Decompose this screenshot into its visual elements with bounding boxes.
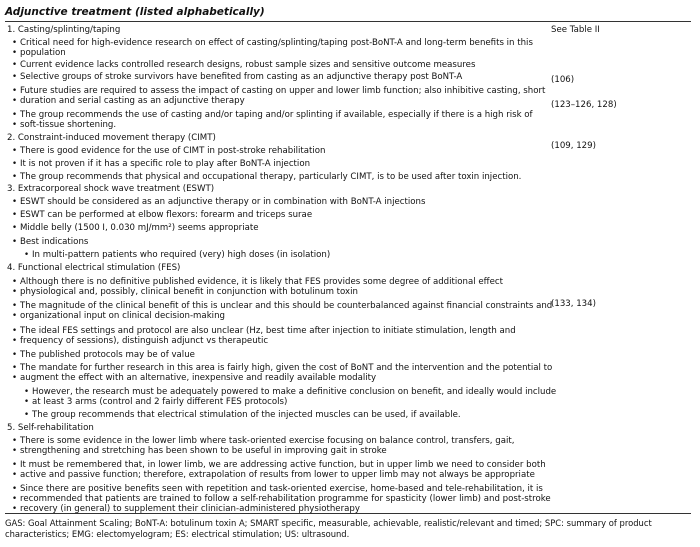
list-item: • Since there are positive benefits seen with repetition and task-oriented exercise, home-based and tele-rehabilitation, it is bbox=[20, 484, 543, 495]
list-item: • The mandate for further research in this area is fairly high, given the cost of BoNT and the intervention and the potential to bbox=[20, 363, 552, 374]
list-item: • ESWT should be considered as an adjunctive therapy or in combination with BoNT-A injections bbox=[20, 197, 425, 208]
list-item: • Future studies are required to assess the impact of casting on upper and lower limb function; also inhibitive casting, short bbox=[20, 86, 545, 97]
list-item-continued: • augment the effect with an alternative, inexpensive and readily available modality bbox=[20, 373, 376, 384]
list-item-continued: • frequency of sessions), distinguish adjunct vs therapeutic bbox=[20, 336, 268, 347]
section-heading-self-rehab: 5. Self-rehabilitation bbox=[7, 423, 94, 433]
list-item-continued: • duration and serial casting as an adjunctive therapy bbox=[20, 96, 245, 107]
list-item-continued: • recommended that patients are trained to follow a self-rehabilitation programme for spasticity (lower limb) and post-stroke bbox=[20, 494, 551, 505]
list-item-continued: • recovery (in general) to supplement their clinician-administered physiotherapy bbox=[20, 504, 360, 515]
top-rule bbox=[5, 21, 691, 22]
sub-list-item: • However, the research must be adequately powered to make a definitive conclusion on benefit, and ideally would include bbox=[32, 387, 556, 398]
list-item: • The ideal FES settings and protocol are also unclear (Hz, best time after injection to initiate stimulation, length and bbox=[20, 326, 516, 337]
list-item: • There is some evidence in the lower limb where task-oriented exercise focusing on balance control, transfers, gait, bbox=[20, 436, 514, 447]
list-item-continued: • strengthening and stretching has been shown to be useful in improving gait in stroke bbox=[20, 446, 387, 457]
list-item: • Middle belly (1500 I, 0.030 mJ/mm²) seems appropriate bbox=[20, 223, 259, 234]
table-section-header: Adjunctive treatment (listed alphabetically) bbox=[5, 6, 265, 18]
section-heading-casting: 1. Casting/splinting/taping bbox=[7, 25, 121, 35]
list-item-continued: • active and passive function; therefore, extrapolation of results from lower to upper limb may not always be appropriate bbox=[20, 470, 535, 481]
item-ref: (123–126, 128) bbox=[551, 100, 617, 110]
list-item-continued: • soft-tissue shortening. bbox=[20, 120, 116, 131]
list-item: • Critical need for high-evidence research on effect of casting/splinting/taping post-BoNT-A and long-term benefits in this bbox=[20, 38, 533, 49]
list-item-continued: • organizational input on clinical decision-making bbox=[20, 311, 225, 322]
list-item: • Although there is no definitive published evidence, it is likely that FES provides some degree of additional effect bbox=[20, 277, 503, 288]
section-heading-eswt: 3. Extracorporeal shock wave treatment (ESWT) bbox=[7, 184, 215, 194]
list-item: • The group recommends that physical and occupational therapy, particularly CIMT, is to be used after toxin injection. bbox=[20, 172, 521, 183]
sub-list-item-continued: • at least 3 arms (control and 2 fairly different FES protocols) bbox=[32, 397, 287, 408]
section-ref-casting: See Table II bbox=[551, 25, 600, 35]
list-item: • ESWT can be performed at elbow flexors: forearm and triceps surae bbox=[20, 210, 312, 221]
sub-list-item: • The group recommends that electrical stimulation of the injected muscles can be used, if available. bbox=[32, 410, 461, 421]
list-item: • Selective groups of stroke survivors have benefited from casting as an adjunctive therapy post BoNT-A bbox=[20, 72, 462, 83]
list-item: • It is not proven if it has a specific role to play after BoNT-A injection bbox=[20, 159, 310, 170]
section-ref-cimt: (109, 129) bbox=[551, 141, 596, 151]
list-item: • The published protocols may be of value bbox=[20, 350, 195, 361]
list-item-continued: • physiological and, possibly, clinical benefit in conjunction with botulinum toxin bbox=[20, 287, 358, 298]
section-heading-fes: 4. Functional electrical stimulation (FES) bbox=[7, 263, 181, 273]
table-footnote: GAS: Goal Attainment Scaling; BoNT-A: botulinum toxin A; SMART specific, measurable, achievable, realistic/relevant and timed; SPC: summary of product characteristics; EMG: electomyelogram; ES: electrical stimulation; US: ultrasound. bbox=[5, 518, 652, 539]
list-item: • Current evidence lacks controlled research designs, robust sample sizes and sensitive outcome measures bbox=[20, 60, 475, 71]
list-item: • The magnitude of the clinical benefit of this is unclear and this should be counterbalanced against financial constraints and bbox=[20, 301, 552, 312]
section-ref-fes: (133, 134) bbox=[551, 299, 596, 309]
item-ref: (106) bbox=[551, 75, 575, 85]
list-item: • It must be remembered that, in lower limb, we are addressing active function, but in upper limb we need to consider both bbox=[20, 460, 546, 471]
list-item: • There is good evidence for the use of CIMT in post-stroke rehabilitation bbox=[20, 146, 326, 157]
bottom-rule bbox=[5, 513, 691, 514]
list-item: • The group recommends the use of casting and/or taping and/or splinting if available, especially if there is a high risk of bbox=[20, 110, 533, 121]
list-item: • Best indications bbox=[20, 237, 88, 248]
list-item-continued: • population bbox=[20, 48, 66, 59]
section-heading-cimt: 2. Constraint-induced movement therapy (CIMT) bbox=[7, 133, 216, 143]
sub-list-item: • In multi-pattern patients who required (very) high doses (in isolation) bbox=[32, 250, 330, 261]
